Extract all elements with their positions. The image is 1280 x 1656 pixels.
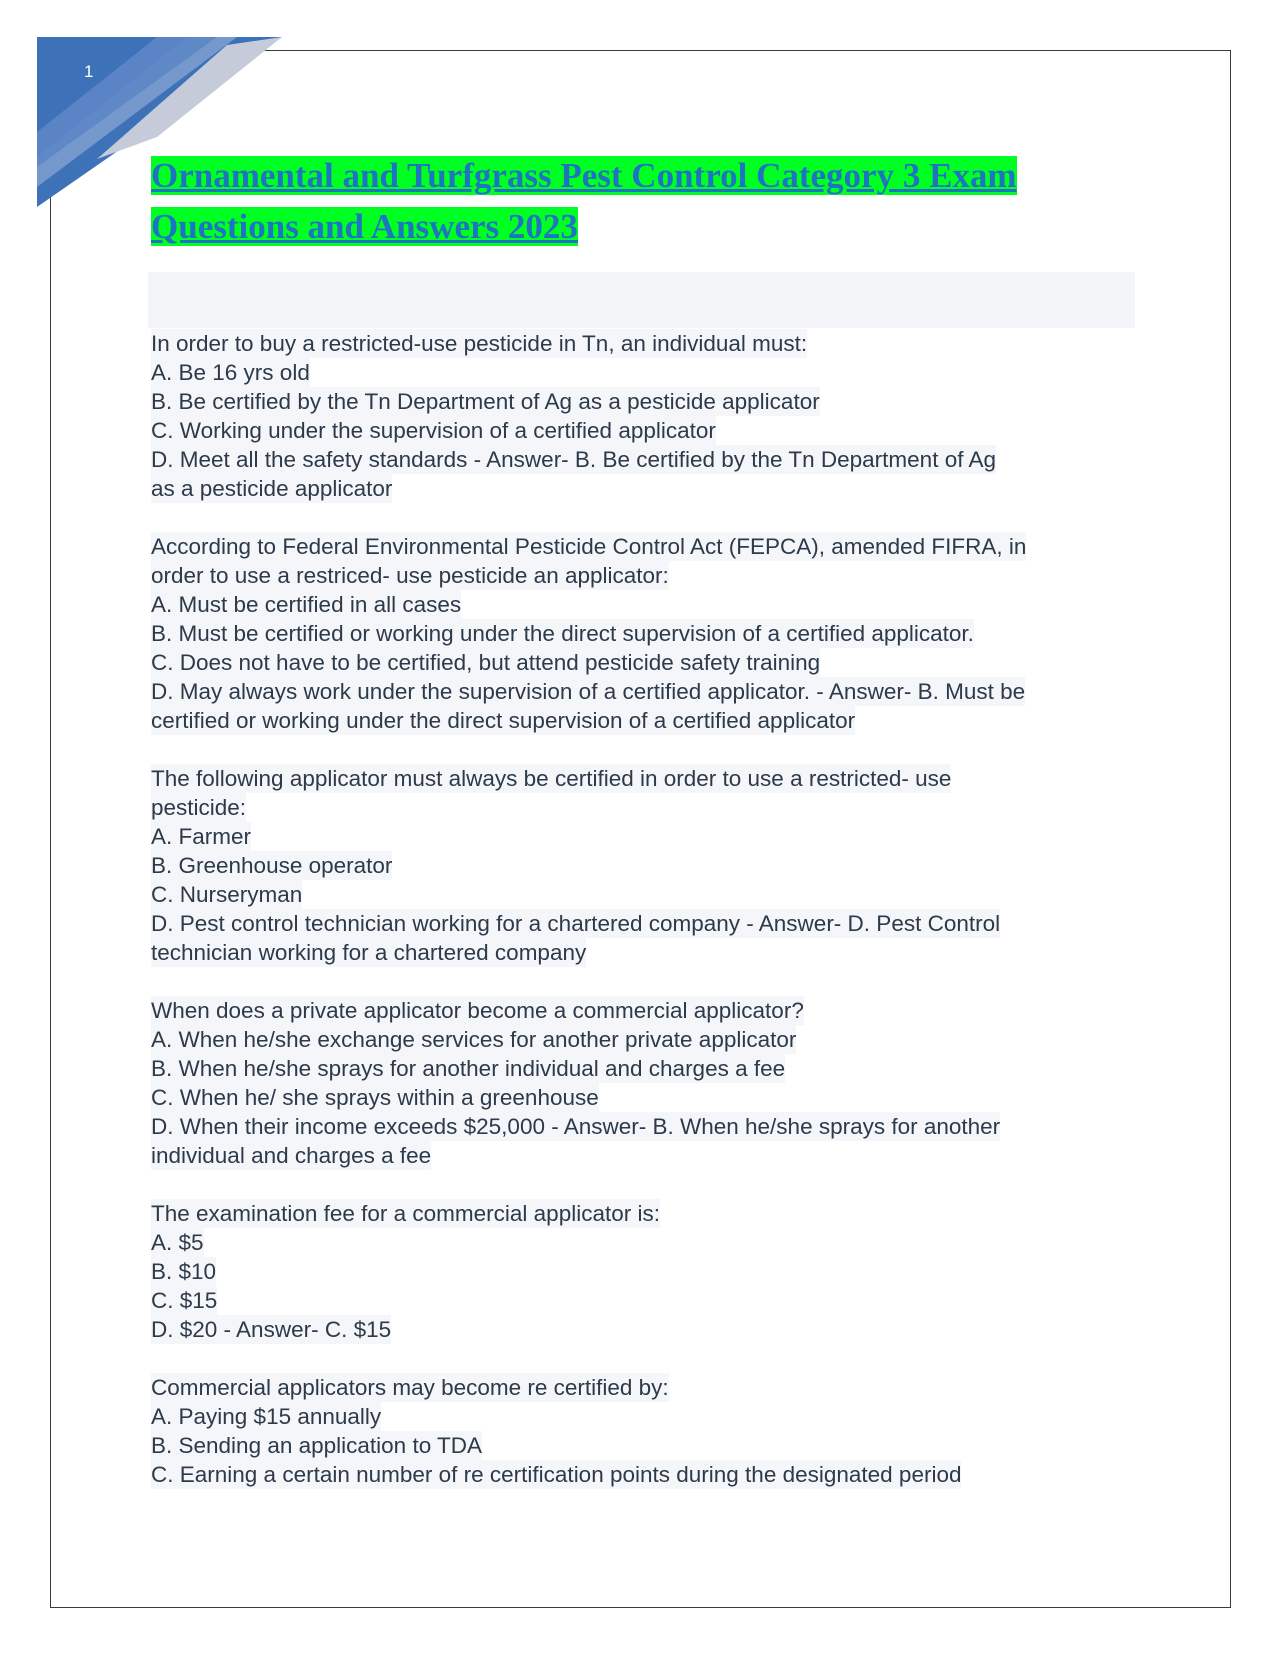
question-text: The following applicator must always be certified in order to use a restricted- use [151, 766, 952, 791]
qa-item-3 [151, 764, 1141, 967]
qa-item-6 [151, 1373, 1141, 1489]
option-d-answer: D. Pest control technician working for a chartered company - Answer- D. Pest Control [151, 911, 1001, 936]
question-continuation: order to use a restriced- use pesticide an applicator: [151, 563, 669, 588]
option-c: C. Earning a certain number of re certification points during the designated period [151, 1462, 962, 1487]
answer-continuation: certified or working under the direct supervision of a certified applicator [151, 708, 856, 733]
option-b: B. Greenhouse operator [151, 853, 393, 878]
question-text: In order to buy a restricted-use pesticide in Tn, an individual must: [151, 331, 808, 356]
option-b: B. Must be certified or working under the direct supervision of a certified applicator. [151, 621, 974, 646]
option-d-answer: D. May always work under the supervision of a certified applicator. - Answer- B. Must be [151, 679, 1026, 704]
option-a: A. When he/she exchange services for another private applicator [151, 1027, 797, 1052]
option-c: C. Working under the supervision of a certified applicator [151, 418, 716, 443]
option-d-answer: D. When their income exceeds $25,000 - Answer- B. When he/she sprays for another [151, 1114, 1001, 1139]
option-b: B. Be certified by the Tn Department of Ag as a pesticide applicator [151, 389, 820, 414]
option-b: B. When he/she sprays for another individual and charges a fee [151, 1056, 786, 1081]
page-number: 1 [84, 62, 94, 81]
title-line-2: Questions and Answers 2023 [151, 207, 578, 246]
qa-list [151, 329, 1141, 1518]
title-line-1: Ornamental and Turfgrass Pest Control Category 3 Exam [151, 156, 1017, 195]
option-b: B. $10 [151, 1259, 217, 1284]
option-a: A. Farmer [151, 824, 252, 849]
question-continuation: pesticide: [151, 795, 247, 820]
option-a: A. $5 [151, 1230, 204, 1255]
qa-item-2 [151, 532, 1141, 735]
option-c: C. Nurseryman [151, 882, 303, 907]
option-a: A. Be 16 yrs old [151, 360, 310, 385]
question-text: According to Federal Environmental Pesticide Control Act (FEPCA), amended FIFRA, in [151, 534, 1027, 559]
answer-continuation: individual and charges a fee [151, 1143, 432, 1168]
question-text: When does a private applicator become a commercial applicator? [151, 998, 804, 1023]
option-c: C. $15 [151, 1288, 218, 1313]
option-c: C. Does not have to be certified, but attend pesticide safety training [151, 650, 821, 675]
option-a: A. Paying $15 annually [151, 1404, 382, 1429]
document-title [151, 150, 1131, 252]
qa-item-5 [151, 1199, 1141, 1344]
option-d-answer: D. $20 - Answer- C. $15 [151, 1317, 392, 1342]
option-b: B. Sending an application to TDA [151, 1433, 483, 1458]
option-c: C. When he/ she sprays within a greenhouse [151, 1085, 599, 1110]
answer-continuation: technician working for a chartered company [151, 940, 587, 965]
question-text: The examination fee for a commercial applicator is: [151, 1201, 660, 1226]
question-text: Commercial applicators may become re certified by: [151, 1375, 669, 1400]
answer-continuation: as a pesticide applicator [151, 476, 393, 501]
qa-item-4 [151, 996, 1141, 1170]
option-d-answer: D. Meet all the safety standards - Answer- B. Be certified by the Tn Department of Ag [151, 447, 996, 472]
qa-item-1 [151, 329, 1141, 503]
shaded-spacer [148, 272, 1135, 328]
option-a: A. Must be certified in all cases [151, 592, 462, 617]
